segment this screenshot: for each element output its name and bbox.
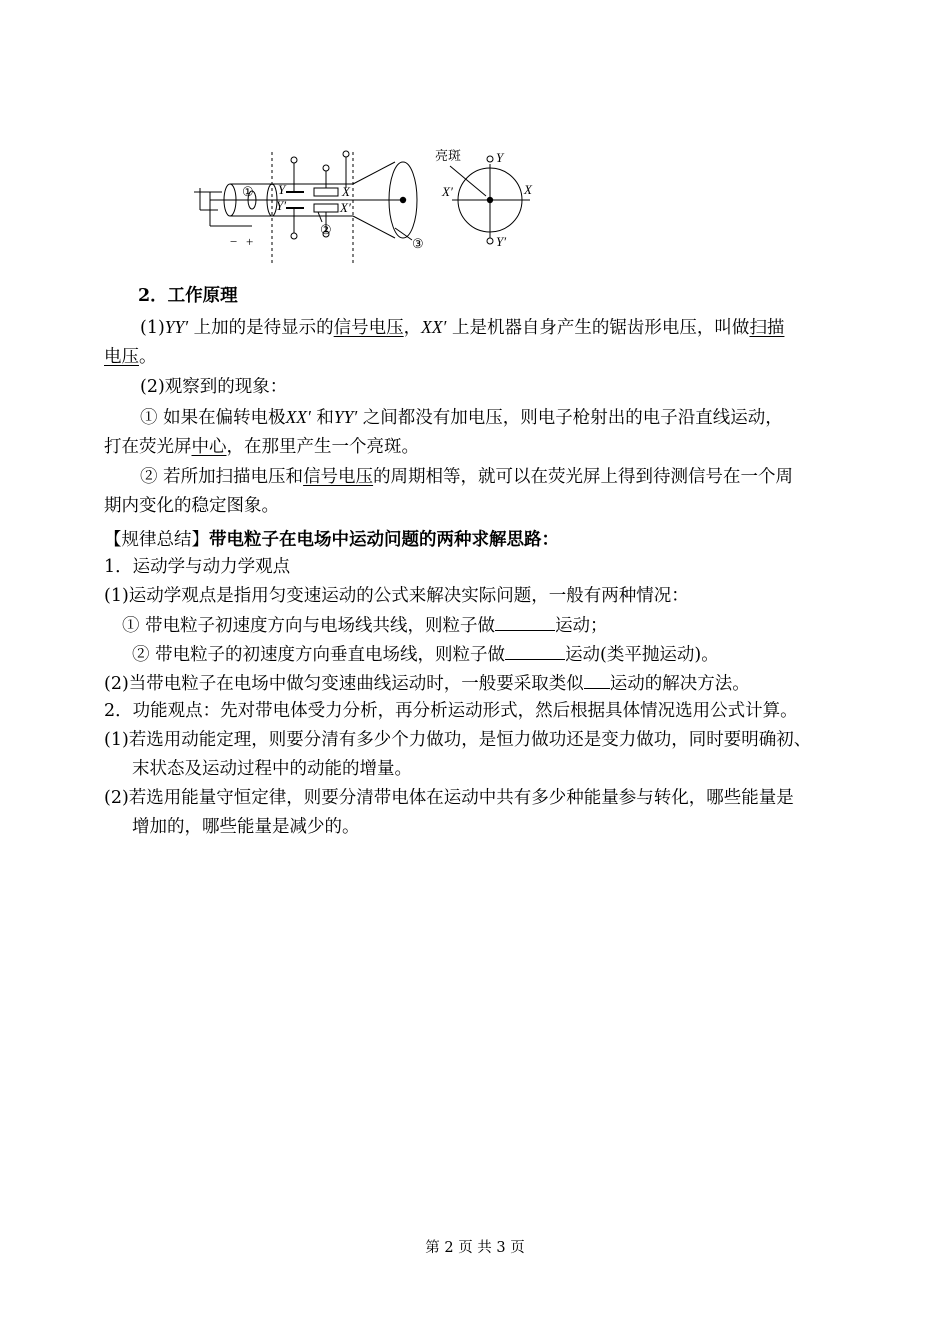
text: 之间都没有加电压，则电子枪射出的电子沿直线运动， — [357, 408, 783, 428]
summary-line-7a: (1)若选用动能定理，则要分清有多少个力做功，是恒力做功还是变力做功，同时要明确初、 — [104, 730, 812, 750]
text: ，在那里产生一个亮斑。 — [226, 437, 419, 457]
text: ， — [403, 318, 422, 338]
text: 运动的解决方法。 — [609, 674, 750, 694]
text: ① 如果在偏转电极 — [140, 408, 286, 428]
text: 运动； — [555, 616, 608, 636]
tube-flare — [353, 162, 395, 184]
summary-line-8a: (2)若选用能量守恒定律，则要分清带电体在运动中共有多少种能量参与转化，哪些能量是 — [104, 788, 794, 808]
symbol-xx: XX′ — [285, 407, 311, 427]
terminal — [487, 156, 493, 162]
terminal — [323, 165, 329, 171]
tube-flare — [353, 216, 395, 238]
summary-line-8b: 增加的，哪些能量是减少的。 — [132, 817, 360, 837]
section-heading: 2．工作原理 — [138, 286, 238, 306]
bright-spot-label: 亮斑 — [435, 148, 462, 163]
marker-1: ① — [242, 184, 254, 199]
bright-spot — [400, 197, 406, 203]
marker-2: ② — [320, 222, 332, 237]
paragraph-2: (2)观察到的现象： — [140, 377, 288, 397]
symbol-xx: XX′ — [421, 317, 447, 337]
text: 运动(类平抛运动)。 — [565, 645, 719, 665]
xp-label-plate: X′ — [340, 200, 351, 215]
summary-line-2: (1)运动学观点是指用匀变速运动的公式来解决实际问题，一般有两种情况： — [104, 586, 689, 606]
underlined-term: 中心 — [191, 437, 227, 457]
summary-line-4 — [132, 641, 719, 667]
text: ② 带电粒子的初速度方向垂直电场线，则粒子做 — [132, 645, 506, 665]
yp-label-front: Y′ — [496, 234, 507, 249]
paragraph-3-line-1 — [140, 405, 783, 430]
underlined-term: 信号电压 — [303, 467, 374, 487]
x-plate — [314, 204, 338, 212]
paragraph-3-line-2 — [104, 435, 419, 459]
paragraph-4-line-1 — [140, 465, 793, 489]
text: 。 — [139, 347, 157, 367]
oscilloscope-diagram — [190, 148, 550, 270]
summary-line-1: 1．运动学与动力学观点 — [104, 557, 291, 577]
terminal — [487, 238, 493, 244]
xp-label-front: X′ — [442, 184, 453, 199]
marker-3: ③ — [412, 236, 424, 251]
x-plate — [314, 188, 338, 196]
x-label-front: X — [524, 182, 532, 197]
terminal — [343, 151, 349, 157]
fill-in-blank[interactable] — [505, 641, 565, 660]
paragraph-4-line-2: 期内变化的稳定图象。 — [104, 496, 279, 516]
paragraph-1-line-2 — [104, 345, 157, 369]
text: 打在荧光屏 — [104, 437, 192, 457]
bright-spot-pointer — [450, 166, 486, 196]
x-label-plate: X — [342, 184, 350, 199]
page-footer: 第 2 页 共 3 页 — [425, 1240, 525, 1256]
text: 和 — [310, 408, 334, 428]
terminal — [291, 157, 297, 163]
marker-2-pointer — [318, 212, 322, 222]
text: (2)当带电粒子在电场中做匀变速曲线运动时，一般要采取类似 — [104, 674, 584, 694]
text: 的周期相等，就可以在荧光屏上得到待测信号在一个周 — [373, 467, 794, 487]
summary-line-5 — [104, 670, 750, 696]
fill-in-blank[interactable] — [584, 670, 610, 689]
symbol-yy: YY′ — [333, 407, 358, 427]
minus-label: − — [230, 234, 238, 249]
plus-label: + — [246, 234, 254, 249]
text: ① 带电粒子初速度方向与电场线共线，则粒子做 — [122, 616, 496, 636]
text: 上是机器自身产生的锯齿形电压，叫做 — [446, 318, 750, 338]
fill-in-blank[interactable] — [495, 612, 555, 631]
y-label-plate: Y — [278, 182, 286, 197]
y-label-front: Y — [496, 150, 504, 165]
text: ② 若所加扫描电压和 — [140, 467, 304, 487]
terminal — [291, 233, 297, 239]
text: (1) — [140, 318, 165, 338]
summary-line-3 — [122, 612, 608, 638]
summary-title — [104, 528, 559, 552]
underlined-term: 信号电压 — [333, 318, 404, 338]
summary-line-7b: 末状态及运动过程中的动能的增量。 — [132, 759, 412, 779]
summary-line-6: 2．功能观点：先对带电体受力分析，再分析运动形式，然后根据具体情况选用公式计算。 — [104, 701, 798, 721]
underlined-term: 电压 — [104, 347, 139, 367]
underlined-term: 扫描 — [749, 318, 785, 338]
paragraph-1-line-1 — [140, 315, 784, 340]
summary-heading: 带电粒子在电场中运动问题的两种求解思路： — [209, 530, 559, 550]
symbol-yy: YY′ — [164, 317, 189, 337]
summary-bracket: 【规律总结】 — [104, 530, 209, 550]
text: 上加的是待显示的 — [188, 318, 334, 338]
yp-label-plate: Y′ — [276, 198, 287, 213]
bright-spot-front — [487, 197, 493, 203]
